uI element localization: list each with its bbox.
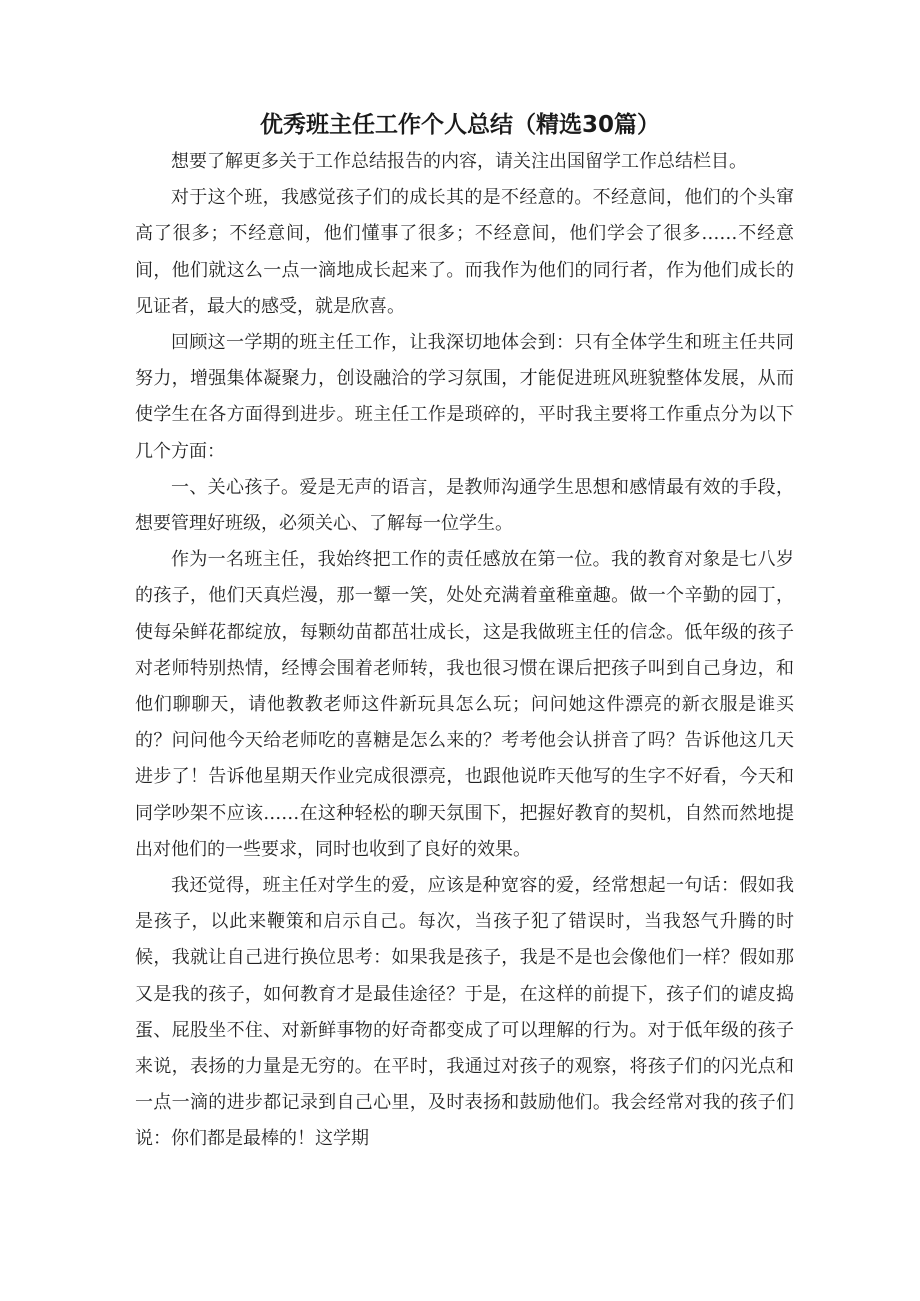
paragraph: 想要了解更多关于工作总结报告的内容，请关注出国留学工作总结栏目。 [171,151,747,172]
paragraph: 对于这个班，我感觉孩子们的成长其的是不经意的。不经意间，他们的个头窜高了很多；不经意间，他们懂事了很多；不经意间，他们学会了很多……不经意间，他们就这么一点一滴地成长起来了。而我作为他们的同行者，作为他们成长的见证者，最大的感受，就是欣喜。 [135,187,794,317]
paragraph: 我还觉得，班主任对学生的爱，应该是种宽容的爱，经常想起一句话：假如我是孩子，以此来鞭策和启示自己。每次，当孩子犯了错误时，当我怒气升腾的时候，我就让自己进行换位思考：如果我是孩子，我是不是也会像他们一样？假如那又是我的孩子，如何教育才是最佳途径？于是，在这样的前提下，孩子们的谑皮捣蛋、屁股坐不住、对新鲜事物的好奇都变成了可以理解的行为。对于低年级的孩子来说，表扬的力量是无穷的。在平时，我通过对孩子的观察，将孩子们的闪光点和一点一滴的进步都记录到自己心里，及时表扬和鼓励他们。我会经常对我的孩子们说：你们都是最棒的！这学期 [135,875,794,1150]
paragraph: 一、关心孩子。爱是无声的语言，是教师沟通学生思想和感情最有效的手段，想要管理好班级，必须关心、了解每一位学生。 [135,476,794,535]
paragraph: 回顾这一学期的班主任工作，让我深切地体会到：只有全体学生和班主任共同努力，增强集体凝聚力，创设融洽的学习氛围，才能促进班风班貌整体发展，从而使学生在各方面得到进步。班主任工作是琐碎的，平时我主要将工作重点分为以下几个方面： [135,332,794,462]
paragraph: 作为一名班主任，我始终把工作的责任感放在第一位。我的教育对象是七八岁的孩子，他们天真烂漫，那一颦一笑，处处充满着童稚童趣。做一个辛勤的园丁，使每朵鲜花都绽放，每颗幼苗都茁壮成长，这是我做班主任的信念。低年级的孩子对老师特别热情，经博会围着老师转，我也很习惯在课后把孩子叫到自己身边，和他们聊聊天，请他教教老师这件新玩具怎么玩；问问她这件漂亮的新衣服是谁买的？问问他今天给老师吃的喜糖是怎么来的？考考他会认拼音了吗？告诉他这几天进步了！告诉他星期天作业完成很漂亮，也跟他说昨天他写的生字不好看，今天和同学吵架不应该……在这种轻松的聊天氛围下，把握好教育的契机，自然而然地提出对他们的一些要求，同时也收到了良好的效果。 [135,549,794,860]
document-title: 优秀班主任工作个人总结（精选30篇） [259,112,660,138]
document-body [135,144,794,1158]
